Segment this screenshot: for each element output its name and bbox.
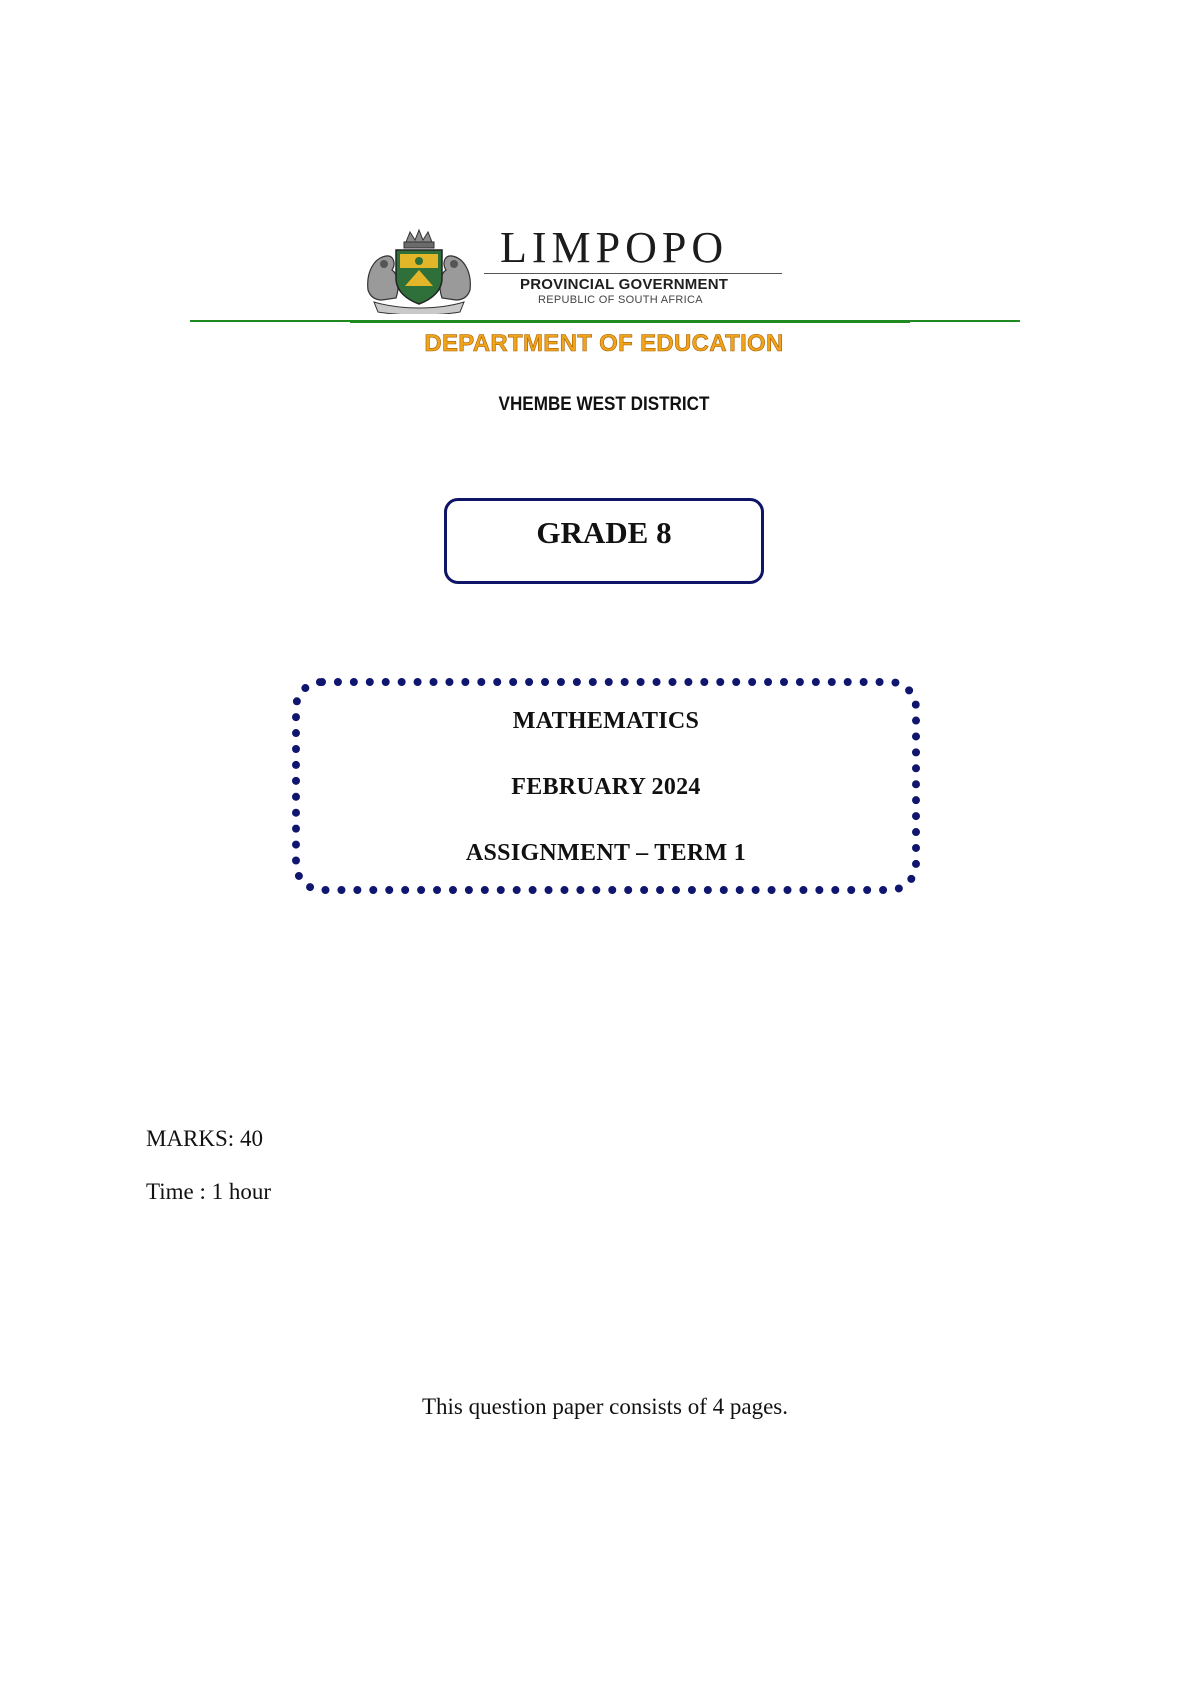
marks-total: MARKS: 40 [146,1126,263,1151]
header-divider [190,320,1020,322]
subject-title: MATHEMATICS [512,708,700,734]
assignment-title: ASSIGNMENT – TERM 1 [465,840,747,866]
department-heading: DEPARTMENT OF EDUCATION [424,330,784,357]
logo-country: REPUBLIC OF SOUTH AFRICA [538,294,703,306]
exam-date: FEBRUARY 2024 [511,774,701,800]
logo-subtitle: PROVINCIAL GOVERNMENT [520,276,729,293]
grade-label: GRADE 8 [536,515,672,550]
logo-title: LIMPOPO [500,223,729,272]
grade-box [444,498,764,584]
provincial-logo [360,223,786,314]
district-heading: VHEMBE WEST DISTRICT [498,394,710,415]
logo-divider [484,273,782,274]
subject-box [292,678,920,894]
time-allowed: Time : 1 hour [146,1179,272,1204]
page-count-note: This question paper consists of 4 pages. [421,1394,789,1419]
coat-of-arms-icon [360,228,478,314]
